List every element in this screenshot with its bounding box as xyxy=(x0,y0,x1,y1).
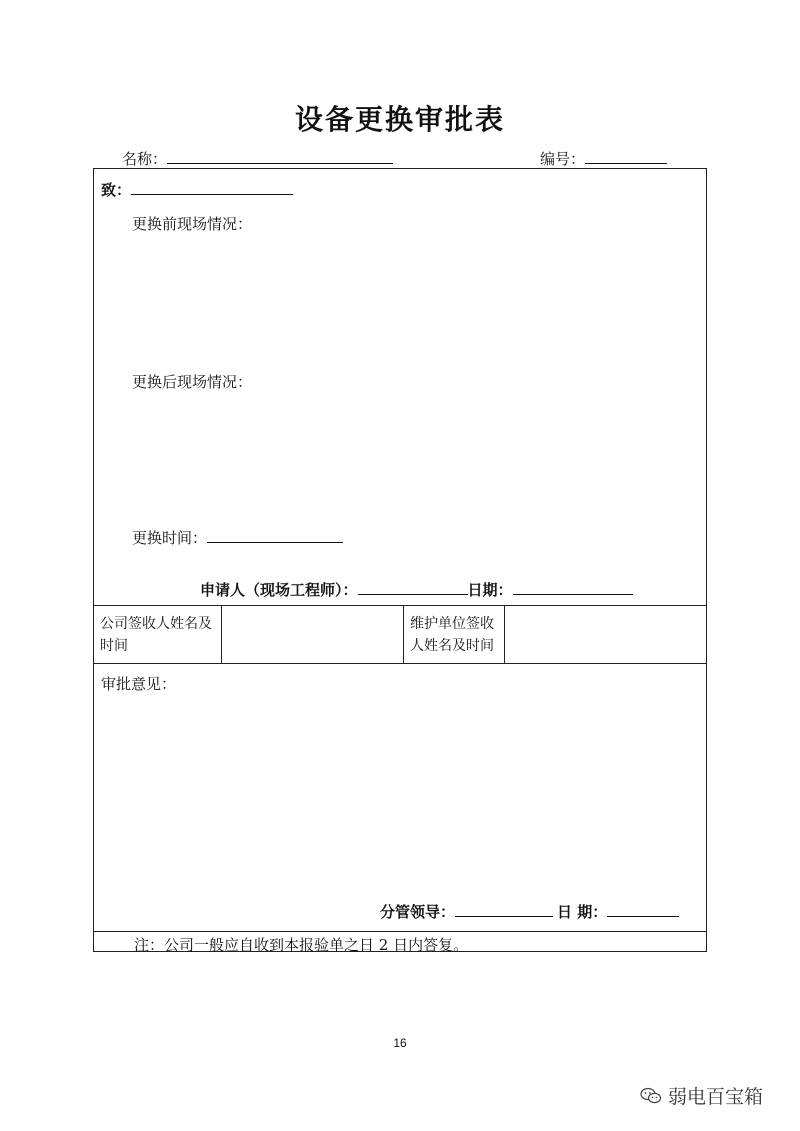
applicant-underline xyxy=(358,580,468,595)
number-label: 编号： xyxy=(540,150,586,168)
applicant-label: 申请人（现场工程师）： xyxy=(200,581,358,599)
wechat-icon xyxy=(640,1087,662,1105)
page-number: 16 xyxy=(393,1036,407,1050)
approval-label: 审批意见： xyxy=(101,675,177,693)
leader-date-label: 日 期： xyxy=(557,903,608,921)
time-row xyxy=(132,527,343,548)
time-label: 更换时间： xyxy=(132,529,208,547)
maintenance-sign-label: 维护单位签收人姓名及时间 xyxy=(410,616,494,654)
approval-form xyxy=(93,168,707,952)
note-text: 注：公司一般应自收到本报验单之日 2 日内答复。 xyxy=(134,936,469,954)
watermark-text: 弱电百宝箱 xyxy=(668,1086,764,1108)
to-underline xyxy=(131,180,293,195)
company-sign-label: 公司签收人姓名及时间 xyxy=(100,616,212,654)
name-row xyxy=(122,148,393,169)
before-label: 更换前现场情况： xyxy=(132,215,253,233)
name-underline xyxy=(167,149,393,164)
divider-line xyxy=(94,931,706,932)
time-underline xyxy=(207,528,343,543)
applicant-date-label: 日期： xyxy=(467,581,513,599)
divider-line xyxy=(94,663,706,664)
number-underline xyxy=(585,149,667,164)
divider-line xyxy=(94,605,706,606)
applicant-date-underline xyxy=(513,580,633,595)
leader-row xyxy=(380,901,679,922)
applicant-row xyxy=(200,579,633,600)
divider-line xyxy=(221,605,222,663)
watermark xyxy=(640,1082,763,1109)
name-label: 名称： xyxy=(122,150,168,168)
divider-line xyxy=(504,605,505,663)
after-label: 更换后现场情况： xyxy=(132,373,253,391)
to-row xyxy=(101,179,293,200)
document-title: 设备更换审批表 xyxy=(294,103,505,136)
leader-date-underline xyxy=(607,902,679,917)
leader-label: 分管领导： xyxy=(380,903,456,921)
divider-line xyxy=(403,605,404,663)
number-row xyxy=(540,148,667,169)
to-label: 致： xyxy=(101,181,132,199)
leader-underline xyxy=(455,902,553,917)
